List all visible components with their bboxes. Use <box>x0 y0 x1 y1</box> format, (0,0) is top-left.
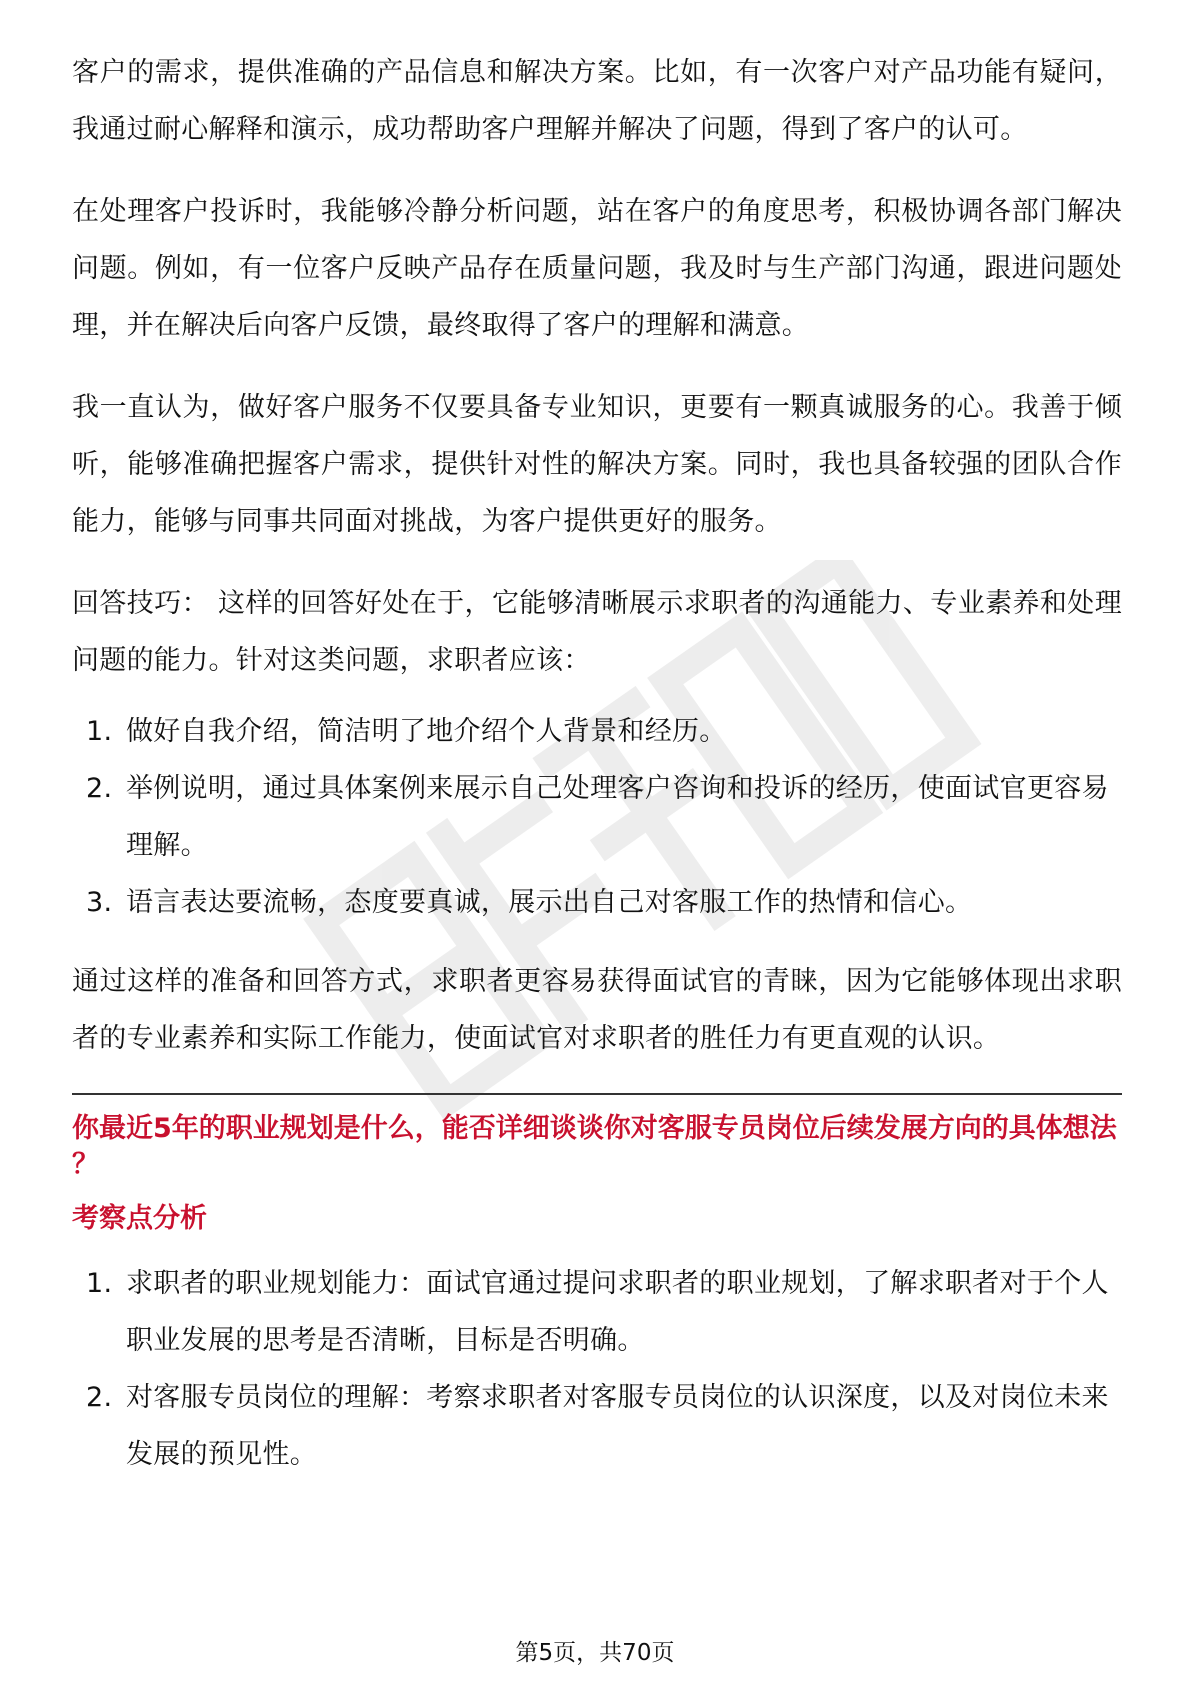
list-number: 1. <box>86 716 113 747</box>
page-number-footer: 第5页，共70页 <box>515 1640 675 1666</box>
list-item <box>72 874 1122 931</box>
tips-list <box>72 703 1122 931</box>
section-divider <box>72 1093 1122 1095</box>
analysis-heading: 考察点分析 <box>72 1203 207 1234</box>
paragraph: 在处理客户投诉时，我能够冷静分析问题，站在客户的角度思考，积极协调各部门解决问题。例如，有一位客户反映产品存在质量问题，我及时与生产部门沟通，跟进问题处理，并在解决后向客户反馈，最终取得了客户的理解和满意。 <box>72 196 1122 341</box>
list-item <box>72 1369 1122 1483</box>
list-number: 2. <box>86 773 113 804</box>
analysis-list <box>72 1255 1122 1483</box>
list-item-text: 举例说明，通过具体案例来展示自己处理客户咨询和投诉的经历，使面试官更容易理解。 <box>126 773 1109 861</box>
list-item-text: 求职者的职业规划能力：面试官通过提问求职者的职业规划，了解求职者对于个人职业发展的思考是否清晰，目标是否明确。 <box>126 1268 1109 1356</box>
answer-tips-intro: 回答技巧： 这样的回答好处在于，它能够清晰展示求职者的沟通能力、专业素养和处理问题的能力。针对这类问题，求职者应该： <box>72 588 1122 676</box>
list-item-text: 做好自我介绍，简洁明了地介绍个人背景和经历。 <box>126 716 727 747</box>
closing-paragraph: 通过这样的准备和回答方式，求职者更容易获得面试官的青睐，因为它能够体现出求职者的专业素养和实际工作能力，使面试官对求职者的胜任力有更直观的认识。 <box>72 966 1122 1054</box>
interview-question: 你最近5年的职业规划是什么，能否详细谈谈你对客服专员岗位后续发展方向的具体想法 ？ <box>72 1113 1117 1180</box>
list-number: 1. <box>86 1268 113 1299</box>
paragraph: 我一直认为，做好客户服务不仅要具备专业知识，更要有一颗真诚服务的心。我善于倾听，能够准确把握客户需求，提供针对性的解决方案。同时，我也具备较强的团队合作能力，能够与同事共同面对挑战，为客户提供更好的服务。 <box>72 392 1122 537</box>
list-item <box>72 1255 1122 1369</box>
page-content <box>72 44 1122 1508</box>
list-item-text: 语言表达要流畅，态度要真诚，展示出自己对客服工作的热情和信心。 <box>126 887 973 918</box>
list-item-text: 对客服专员岗位的理解：考察求职者对客服专员岗位的认识深度，以及对岗位未来发展的预见性。 <box>126 1382 1109 1470</box>
list-number: 3. <box>86 887 113 918</box>
paragraph: 客户的需求，提供准确的产品信息和解决方案。比如，有一次客户对产品功能有疑问，我通过耐心解释和演示，成功帮助客户理解并解决了问题，得到了客户的认可。 <box>72 57 1122 145</box>
list-number: 2. <box>86 1382 113 1413</box>
list-item <box>72 760 1122 874</box>
list-item <box>72 703 1122 760</box>
